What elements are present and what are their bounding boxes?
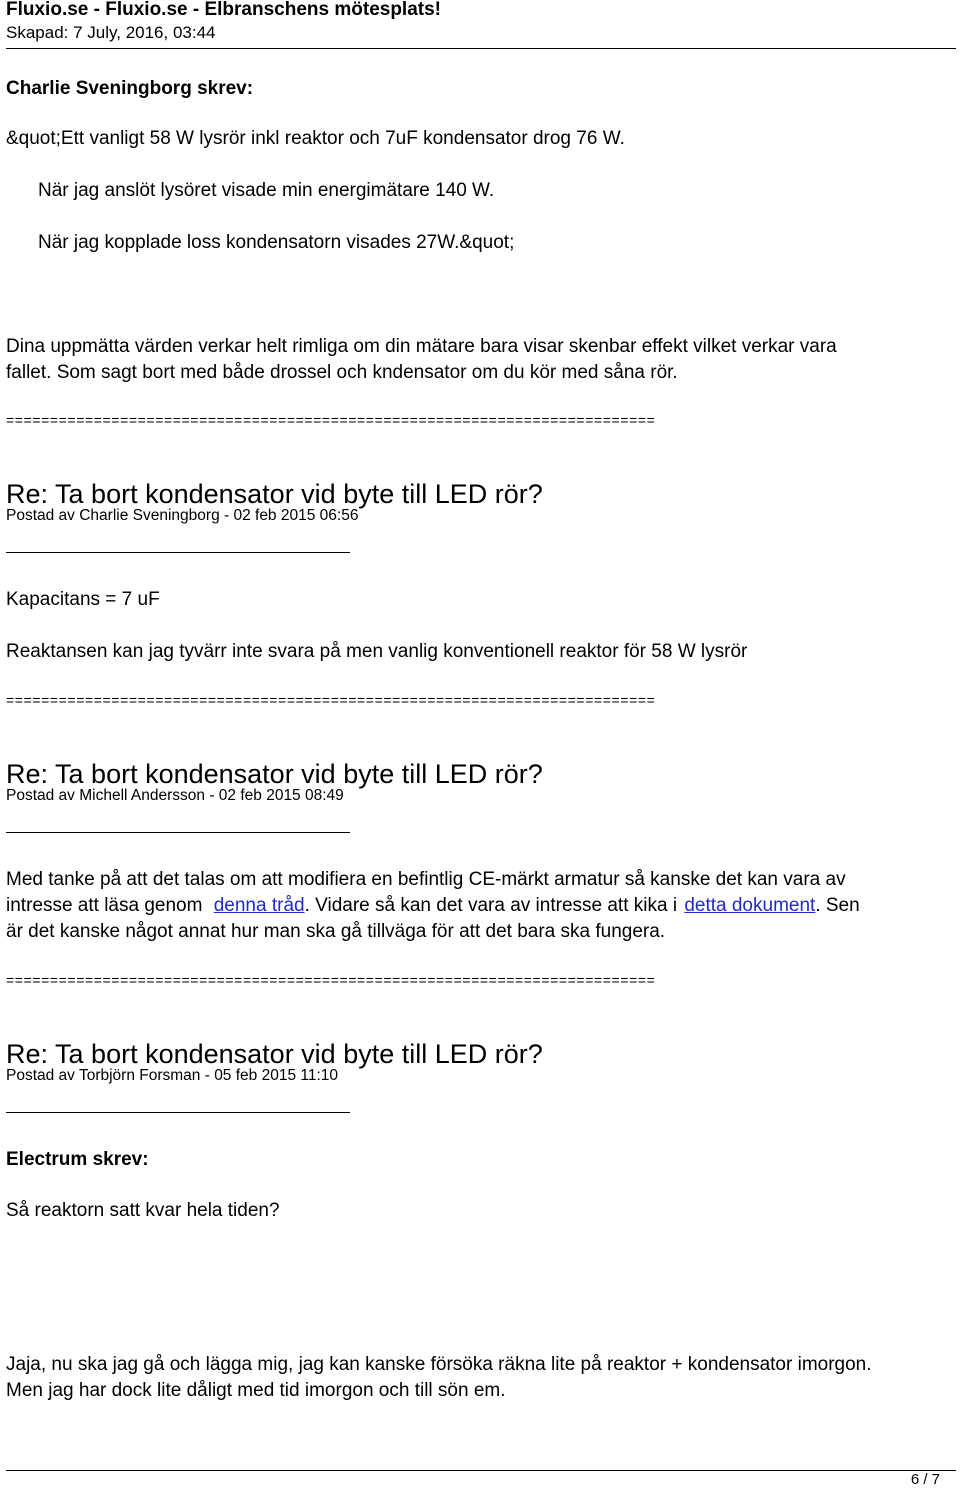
- post-text: Men jag har dock lite dåligt med tid imorgon och till sön em.: [6, 1380, 506, 1401]
- post-text: är det kanske något annat hur man ska gå tillväga för att det bara ska fungera.: [6, 921, 666, 942]
- post-text: Reaktansen kan jag tyvärr inte svara på men vanlig konventionell reaktor för 58 W lysrör: [6, 641, 748, 662]
- post-meta: Postad av Charlie Sveningborg - 02 feb 2015 06:56: [6, 507, 359, 524]
- post-title: Re: Ta bort kondensator vid byte till LED rör?: [6, 479, 543, 509]
- post-text: . Vidare så kan det vara av intresse att kika i: [304, 895, 678, 916]
- post-text: Kapacitans = 7 uF: [6, 589, 160, 610]
- post-text: intresse att läsa genom: [6, 895, 203, 916]
- meta-underline: [6, 1112, 350, 1113]
- post-title: Re: Ta bort kondensator vid byte till LED rör?: [6, 759, 543, 789]
- quote-line: När jag kopplade loss kondensatorn visades 27W.&quot;: [38, 232, 515, 253]
- post-separator: ==========================================================================: [6, 412, 656, 428]
- quote-author: Electrum skrev:: [6, 1149, 149, 1170]
- quote-line: När jag anslöt lysöret visade min energimätare 140 W.: [38, 180, 495, 201]
- page-number: 6 / 7: [910, 1471, 940, 1488]
- post-text: Med tanke på att det talas om att modifiera en befintlig CE-märkt armatur så kanske det kan vara av: [6, 869, 846, 890]
- meta-underline: [6, 832, 350, 833]
- meta-underline: [6, 552, 350, 553]
- link-denna-trad[interactable]: denna tråd: [213, 895, 305, 916]
- quote-line: &quot;Ett vanligt 58 W lysrör inkl reaktor och 7uF kondensator drog 76 W.: [6, 128, 625, 149]
- post-separator: ==========================================================================: [6, 692, 656, 708]
- header-divider: [6, 48, 956, 49]
- reply-text: fallet. Som sagt bort med både drossel och kndensator om du kör med såna rör.: [6, 362, 678, 383]
- link-detta-dokument[interactable]: detta dokument: [684, 895, 816, 916]
- post-text-with-links: [6, 893, 860, 919]
- quote-author: Charlie Sveningborg skrev:: [6, 78, 254, 99]
- post-title: Re: Ta bort kondensator vid byte till LED rör?: [6, 1039, 543, 1069]
- created-date: Skapad: 7 July, 2016, 03:44: [6, 23, 216, 42]
- post-separator: ==========================================================================: [6, 972, 656, 988]
- site-title: Fluxio.se - Fluxio.se - Elbranschens mötesplats!: [6, 0, 441, 20]
- reply-text: Dina uppmätta värden verkar helt rimliga om din mätare bara visar skenbar effekt vilket verkar vara: [6, 336, 837, 357]
- footer-divider: [6, 1470, 956, 1471]
- post-text: . Sen: [815, 895, 860, 916]
- quote-line: Så reaktorn satt kvar hela tiden?: [6, 1200, 280, 1221]
- post-meta: Postad av Torbjörn Forsman - 05 feb 2015 11:10: [6, 1067, 339, 1084]
- post-meta: Postad av Michell Andersson - 02 feb 2015 08:49: [6, 787, 344, 804]
- post-text: Jaja, nu ska jag gå och lägga mig, jag kan kanske försöka räkna lite på reaktor + kondensator imorgon.: [6, 1354, 872, 1375]
